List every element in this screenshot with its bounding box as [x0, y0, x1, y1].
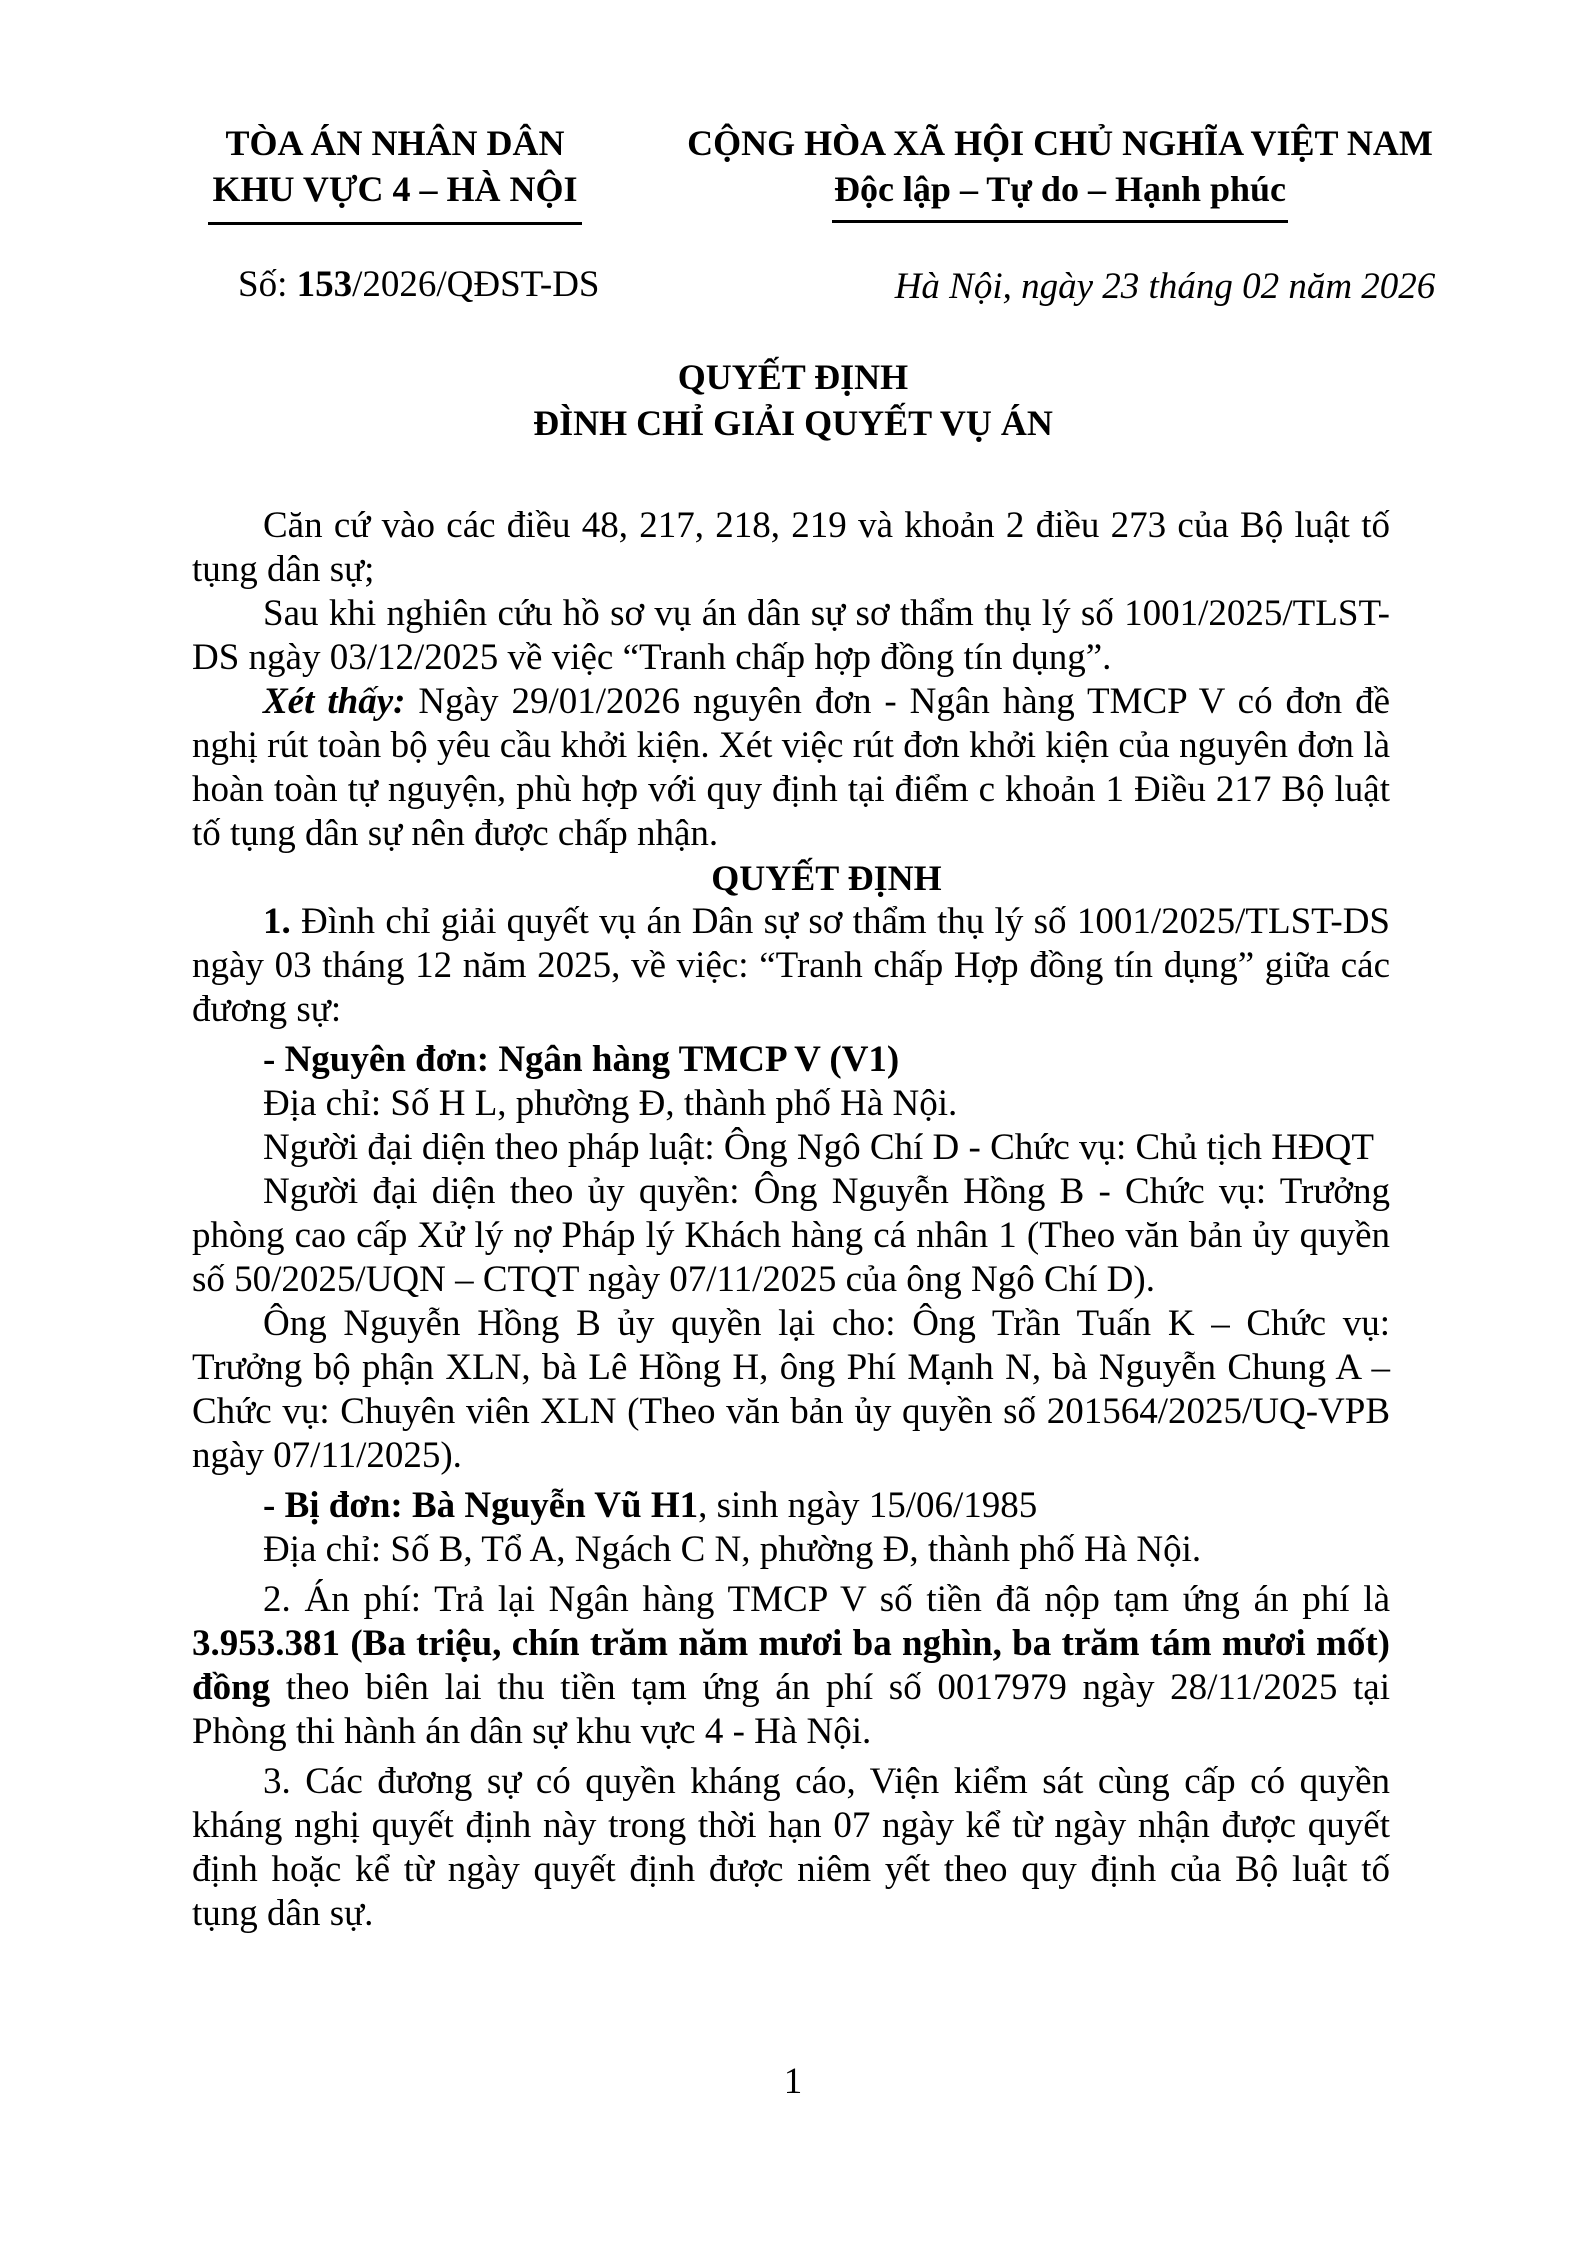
- document-number: [238, 263, 600, 307]
- para-plaintiff-address: Địa chỉ: Số H L, phường Đ, thành phố Hà Nội.: [263, 1083, 958, 1124]
- defendant-birth: , sinh ngày 15/06/1985: [698, 1485, 1038, 1526]
- para-sub-authorization: Ông Nguyễn Hồng B ủy quyền lại cho: Ông Trần Tuấn K – Chức vụ: Trưởng bộ phận XLN, bà Lê Hồng H, ông Phí Mạnh N, bà Nguyễn Chung A – Chức vụ: Chuyên viên XLN (Theo văn bản ủy quyền số 201564/2025/UQ-VPB ngày 07/11/2025).: [192, 1303, 1390, 1476]
- republic-motto-underlined: Độc lập – Tự do – Hạnh phúc: [832, 166, 1288, 223]
- para-item-1: [192, 900, 1390, 1032]
- decision-title: QUYẾT ĐỊNH: [677, 357, 909, 397]
- para-authorized-representative: Người đại diện theo ủy quyền: Ông Nguyễn Hồng B - Chức vụ: Trưởng phòng cao cấp Xử lý nợ Pháp lý Khách hàng cá nhân 1 (Theo văn bản ủy quyền số 50/2025/UQN – CTQT ngày 07/11/2025 của ông Ngô Chí D).: [192, 1171, 1390, 1300]
- court-region-line: [205, 166, 585, 225]
- decision-title-block: [0, 354, 1586, 446]
- para-defendant: [192, 1484, 1390, 1528]
- dateline: Hà Nội, ngày 23 tháng 02 năm 2026: [894, 266, 1436, 307]
- defendant-name: - Bị đơn: Bà Nguyễn Vũ H1: [263, 1485, 699, 1526]
- page-number: 1: [783, 2061, 803, 2102]
- para-case-review: Sau khi nghiên cứu hồ sơ vụ án dân sự sơ thẩm thụ lý số 1001/2025/TLST-DS ngày 03/12/2025 về việc “Tranh chấp hợp đồng tín dụng”.: [192, 593, 1390, 678]
- para-plaintiff: - Nguyên đơn: Ngân hàng TMCP V (V1): [263, 1039, 900, 1080]
- para-defendant-address: Địa chỉ: Số B, Tổ A, Ngách C N, phường Đ, thành phố Hà Nội.: [263, 1529, 1202, 1570]
- court-name-line: TÒA ÁN NHÂN DÂN: [225, 123, 565, 163]
- item-1-number: 1.: [263, 901, 291, 942]
- document-number-value: 153: [296, 264, 353, 305]
- fee-amount: 3.953.381 (Ba triệu, chín trăm năm mươi ba nghìn, ba trăm tám mươi mốt) đồng: [192, 1623, 1390, 1708]
- item-1-text: Đình chỉ giải quyết vụ án Dân sự sơ thẩm thụ lý số 1001/2025/TLST-DS ngày 03 tháng 12 năm 2025, về việc: “Tranh chấp Hợp đồng tín dụng” giữa các đương sự:: [192, 901, 1390, 1030]
- header-court-block: [205, 120, 585, 225]
- document-body: [192, 504, 1390, 1936]
- republic-motto-line: [665, 166, 1455, 223]
- fee-receipt: theo biên lai thu tiền tạm ứng án phí số 0017979 ngày 28/11/2025 tại Phòng thi hành án dân sự khu vực 4 - Hà Nội.: [192, 1667, 1390, 1752]
- para-legal-representative: Người đại diện theo pháp luật: Ông Ngô Chí D - Chức vụ: Chủ tịch HĐQT: [263, 1127, 1374, 1168]
- para-appeal-rights: 3. Các đương sự có quyền kháng cáo, Viện kiểm sát cùng cấp có quyền kháng nghị quyết định này trong thời hạn 07 ngày kể từ ngày nhận được quyết định hoặc kể từ ngày quyết định được niêm yết theo quy định của Bộ luật tố tụng dân sự.: [192, 1761, 1390, 1934]
- document-number-suffix: /2026/QĐST-DS: [352, 264, 600, 305]
- republic-name-line: CỘNG HÒA XÃ HỘI CHỦ NGHĨA VIỆT NAM: [687, 123, 1433, 163]
- document-number-prefix: Số:: [238, 264, 297, 305]
- court-region-underlined: KHU VỰC 4 – HÀ NỘI: [208, 166, 581, 225]
- decision-subtitle: ĐÌNH CHỈ GIẢI QUYẾT VỤ ÁN: [533, 403, 1053, 443]
- consideration-label: Xét thấy:: [263, 681, 406, 722]
- para-court-fee: [192, 1578, 1390, 1754]
- para-legal-basis: Căn cứ vào các điều 48, 217, 218, 219 và khoản 2 điều 273 của Bộ luật tố tụng dân sự;: [192, 505, 1390, 590]
- consideration-text: Ngày 29/01/2026 nguyên đơn - Ngân hàng TMCP V có đơn đề nghị rút toàn bộ yêu cầu khởi kiện. Xét việc rút đơn khởi kiện của nguyên đơn là hoàn toàn tự nguyện, phù hợp với quy định tại điểm c khoản 1 Điều 217 Bộ luật tố tụng dân sự nên được chấp nhận.: [192, 681, 1390, 854]
- para-consideration: [192, 680, 1390, 856]
- fee-intro: 2. Án phí: Trả lại Ngân hàng TMCP V số tiền đã nộp tạm ứng án phí là: [263, 1579, 1390, 1620]
- header-republic-block: [665, 120, 1455, 223]
- section-heading-decision: QUYẾT ĐỊNH: [711, 858, 942, 898]
